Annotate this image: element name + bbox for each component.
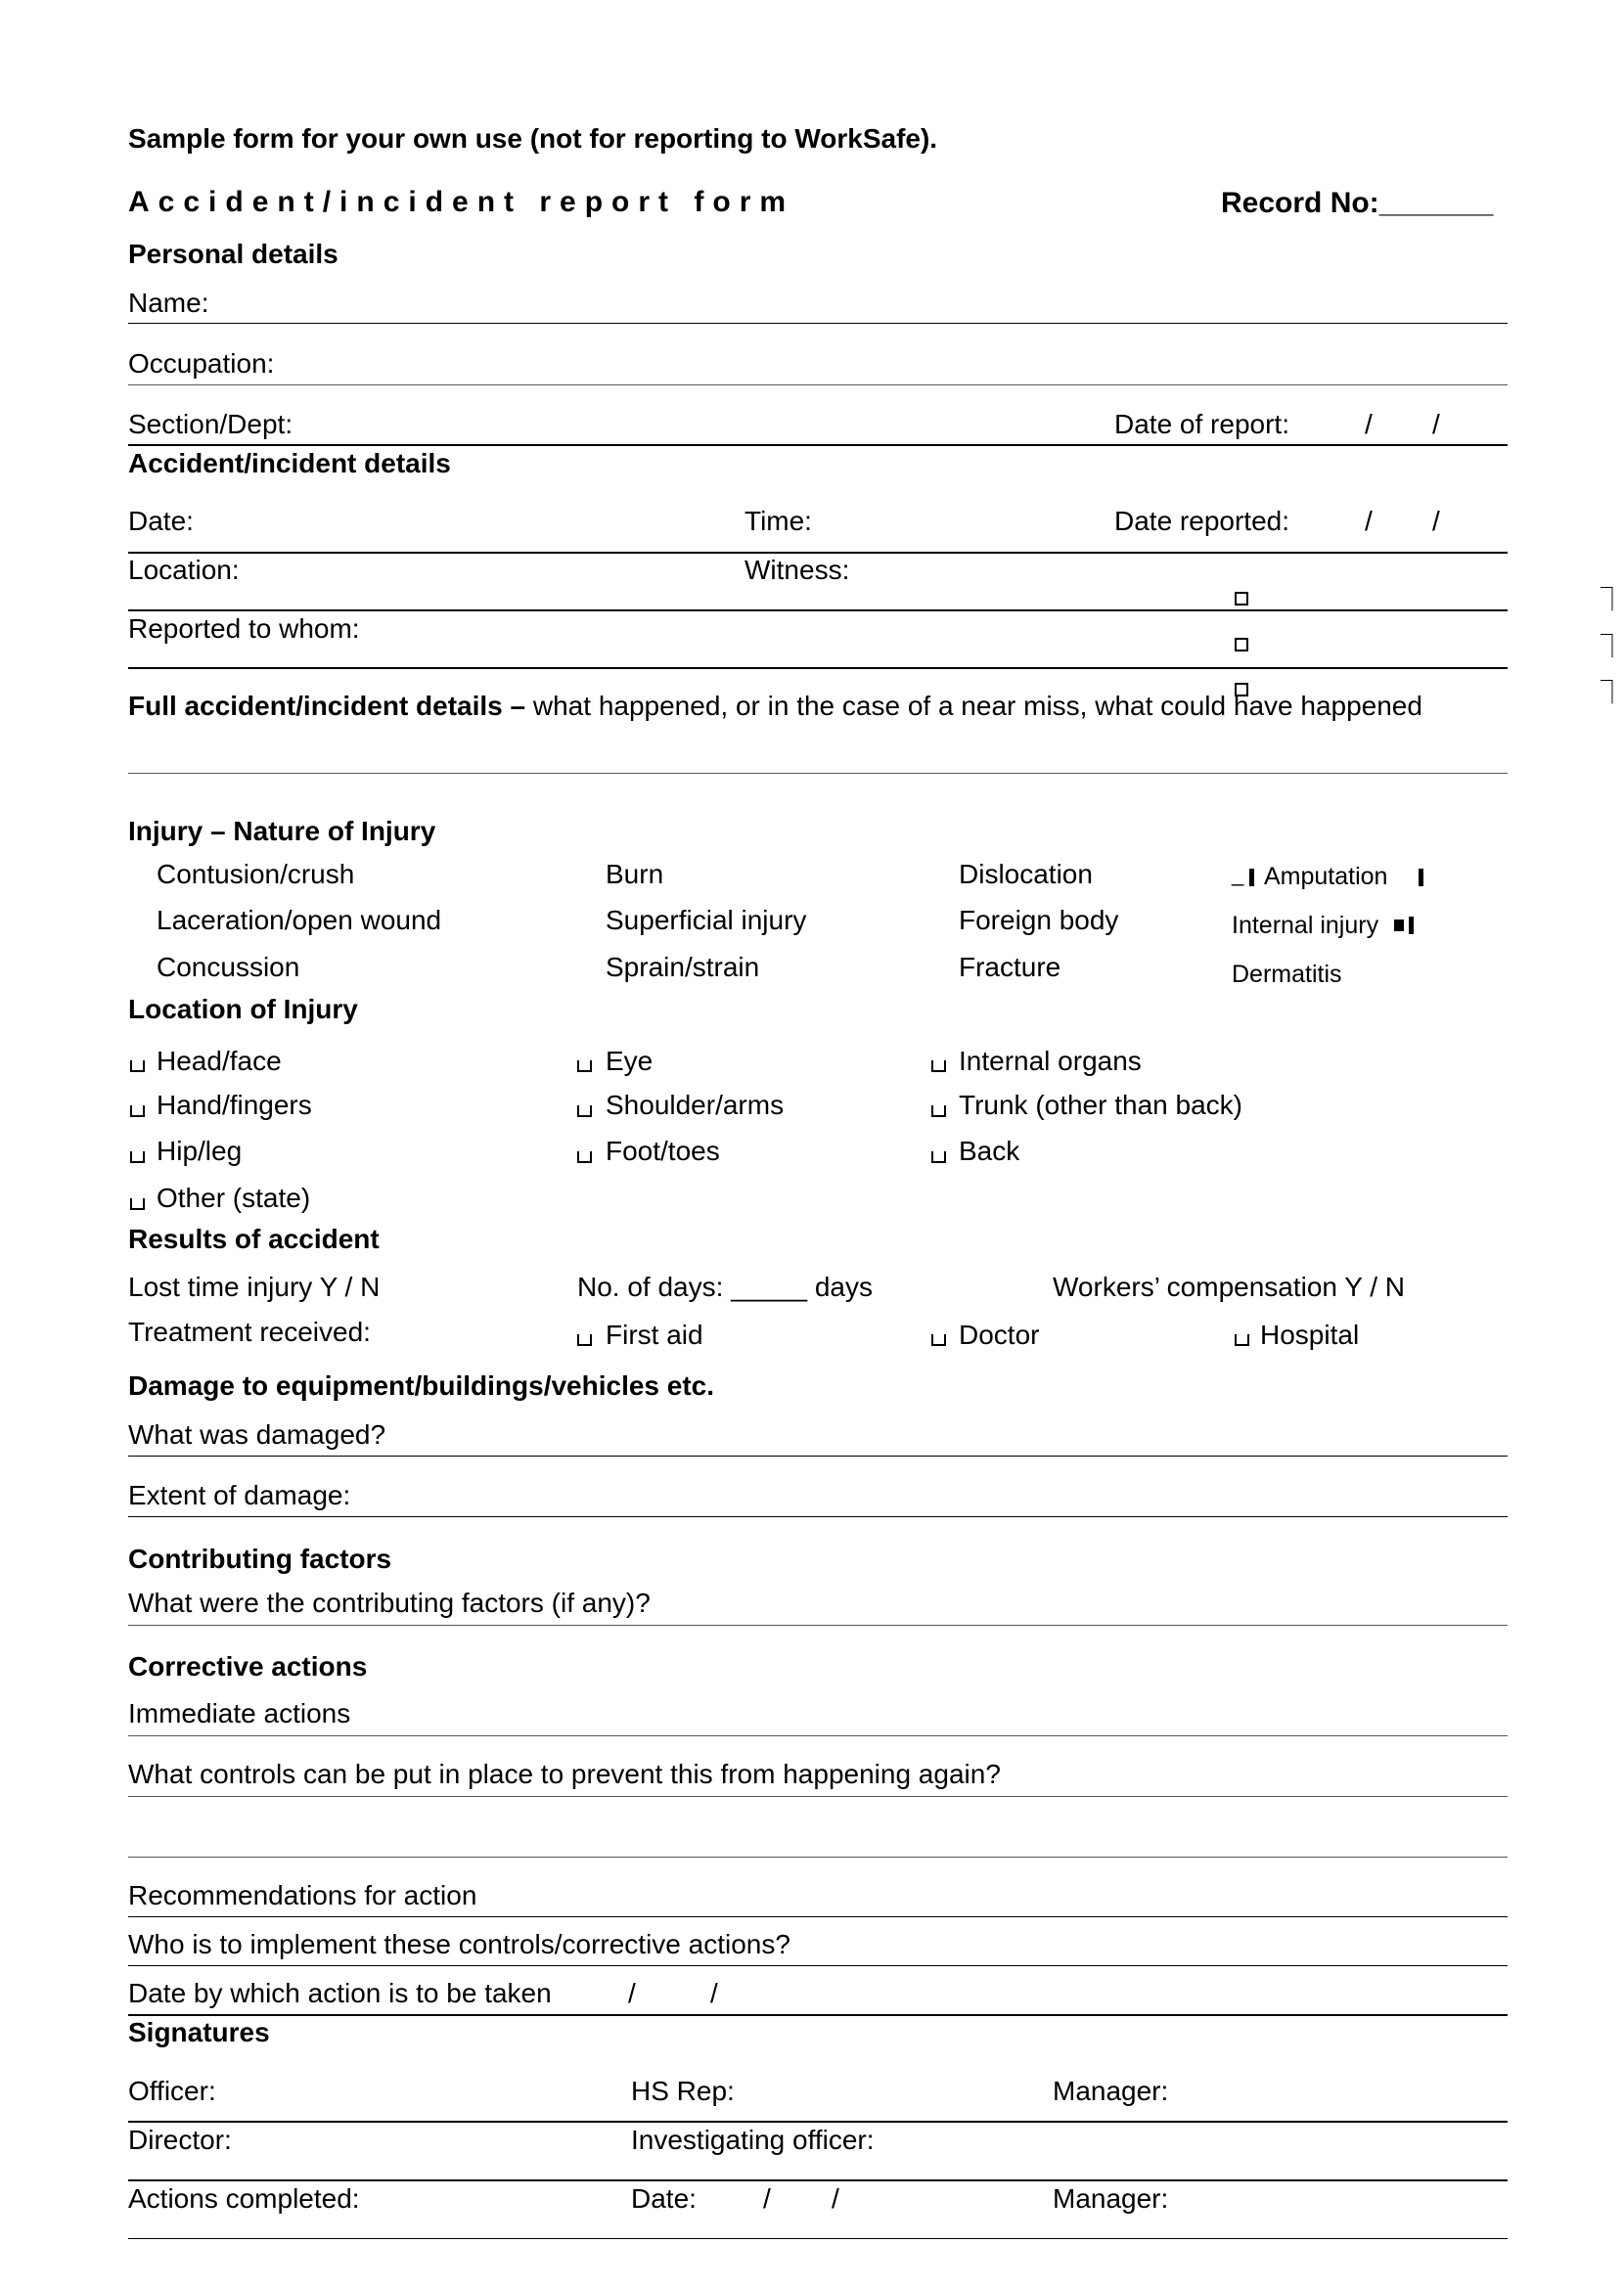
- date-slash: /: [628, 1978, 636, 2008]
- checkbox-fragment: ⏋: [1601, 587, 1624, 613]
- what-damaged-field[interactable]: [128, 1456, 1508, 1457]
- recommendations-field[interactable]: [128, 1916, 1508, 1917]
- who-implements-field[interactable]: [128, 1965, 1508, 1966]
- occupation-label: Occupation:: [128, 348, 275, 379]
- date-reported-label: Date reported:: [1114, 506, 1289, 536]
- lost-time-injury[interactable]: Lost time injury Y / N: [128, 1272, 381, 1302]
- workers-compensation[interactable]: Workers’ compensation Y / N: [1053, 1272, 1406, 1302]
- no-of-days-label: No. of days:: [577, 1272, 732, 1302]
- injury-sprain[interactable]: Sprain/strain: [606, 952, 760, 982]
- full-details-label: [128, 693, 1422, 720]
- date-slash: /: [1432, 506, 1440, 536]
- location-shoulder-arms: Shoulder/arms: [606, 1090, 785, 1120]
- injury-amputation[interactable]: Amputation: [1264, 863, 1388, 890]
- location-other: Other (state): [157, 1183, 311, 1213]
- date-slash: /: [832, 2183, 839, 2214]
- no-of-days-blank: _____: [731, 1272, 808, 1302]
- checkbox[interactable]: [1235, 638, 1248, 651]
- witness-label: Witness:: [744, 555, 850, 585]
- injury-location-heading: Location of Injury: [128, 994, 358, 1024]
- name-field[interactable]: [128, 323, 1508, 324]
- investigating-officer-label: Investigating officer:: [631, 2125, 875, 2155]
- officer-signature-field[interactable]: [128, 2121, 1508, 2123]
- checkbox-trunk[interactable]: [931, 1105, 946, 1117]
- injury-superficial[interactable]: Superficial injury: [606, 905, 807, 935]
- location-label: Location:: [128, 555, 240, 585]
- checkbox-hand-fingers[interactable]: [130, 1105, 145, 1117]
- full-details-heading: Full accident/incident details –: [128, 691, 526, 721]
- results-heading: Results of accident: [128, 1224, 380, 1254]
- injury-burn[interactable]: Burn: [606, 859, 664, 889]
- checkbox-fragment: ⏋: [1601, 634, 1624, 660]
- section-dept-field[interactable]: [128, 444, 1508, 446]
- controls-label: What controls can be put in place to prevent this from happening again?: [128, 1759, 1001, 1789]
- date-slash: /: [1365, 506, 1373, 536]
- incident-time-label: Time:: [744, 506, 812, 536]
- date-of-report-label: Date of report:: [1114, 409, 1289, 439]
- location-eye: Eye: [606, 1046, 654, 1076]
- recommendations-label: Recommendations for action: [128, 1880, 477, 1910]
- actions-completed-field[interactable]: [128, 2238, 1508, 2239]
- record-number[interactable]: [1221, 189, 1493, 218]
- location-hand-fingers: Hand/fingers: [157, 1090, 312, 1120]
- checkbox-other[interactable]: [130, 1198, 145, 1210]
- checkbox-hospital[interactable]: [1235, 1334, 1249, 1346]
- date-slash: /: [1432, 409, 1440, 439]
- factors-heading: Contributing factors: [128, 1544, 392, 1574]
- location-foot-toes: Foot/toes: [606, 1136, 720, 1166]
- controls-field-2[interactable]: [128, 1857, 1508, 1858]
- immediate-actions-field[interactable]: [128, 1735, 1508, 1736]
- treatment-hospital: Hospital: [1260, 1320, 1360, 1350]
- injury-contusion[interactable]: Contusion/crush: [157, 859, 355, 889]
- who-implements-label: Who is to implement these controls/corrective actions?: [128, 1929, 790, 1959]
- form-title: Accident/incident report form: [128, 186, 795, 218]
- injury-nature-heading: Injury – Nature of Injury: [128, 816, 436, 846]
- checkbox-eye[interactable]: [577, 1060, 592, 1072]
- factors-field[interactable]: [128, 1625, 1508, 1626]
- form-note: Sample form for your own use (not for reporting to WorkSafe).: [128, 123, 938, 154]
- extent-damage-field[interactable]: [128, 1516, 1508, 1517]
- location-hip-leg: Hip/leg: [157, 1136, 243, 1166]
- no-of-days-unit: days: [807, 1272, 873, 1302]
- full-details-prompt: what happened, or in the case of a near miss, what could have happened: [525, 691, 1422, 721]
- signatures-heading: Signatures: [128, 2017, 270, 2047]
- injury-concussion[interactable]: Concussion: [157, 952, 300, 982]
- manager-label: Manager:: [1053, 2076, 1169, 2106]
- section-dept-label: Section/Dept:: [128, 409, 293, 439]
- completion-date-label: Date:: [631, 2183, 697, 2214]
- date-slash: /: [710, 1978, 718, 2008]
- completion-manager-label: Manager:: [1053, 2183, 1169, 2214]
- what-damaged-label: What was damaged?: [128, 1419, 386, 1450]
- treatment-first-aid: First aid: [606, 1320, 703, 1350]
- director-label: Director:: [128, 2125, 232, 2155]
- record-number-blank: _______: [1378, 187, 1494, 219]
- injury-dermatitis[interactable]: Dermatitis: [1232, 961, 1342, 988]
- checkbox-foot-toes[interactable]: [577, 1151, 592, 1163]
- location-field[interactable]: [128, 609, 1508, 611]
- date-by-label: Date by which action is to be taken: [128, 1978, 552, 2008]
- damage-heading: Damage to equipment/buildings/vehicles etc.: [128, 1370, 715, 1401]
- checkbox-mark: [1419, 869, 1423, 886]
- reported-to-label: Reported to whom:: [128, 613, 360, 644]
- date-slash: /: [763, 2183, 771, 2214]
- checkbox-back[interactable]: [931, 1151, 946, 1163]
- no-of-days[interactable]: [577, 1274, 873, 1301]
- name-label: Name:: [128, 288, 209, 318]
- treatment-label: Treatment received:: [128, 1317, 371, 1347]
- checkbox-fragment: ⏋: [1601, 680, 1624, 706]
- controls-field[interactable]: [128, 1796, 1508, 1797]
- location-internal-organs: Internal organs: [959, 1046, 1142, 1076]
- injury-laceration[interactable]: Laceration/open wound: [157, 905, 442, 935]
- checkbox-doctor[interactable]: [931, 1334, 946, 1346]
- treatment-doctor: Doctor: [959, 1320, 1040, 1350]
- location-back: Back: [959, 1136, 1020, 1166]
- injury-internal[interactable]: Internal injury: [1232, 912, 1379, 939]
- checkbox-hip-leg[interactable]: [130, 1151, 145, 1163]
- injury-dislocation[interactable]: Dislocation: [959, 859, 1093, 889]
- checkbox-mark: [1394, 920, 1404, 931]
- checkbox-shoulder-arms[interactable]: [577, 1105, 592, 1117]
- incident-date-label: Date:: [128, 506, 194, 536]
- date-by-field[interactable]: [128, 2014, 1508, 2016]
- hs-rep-label: HS Rep:: [631, 2076, 735, 2106]
- checkbox[interactable]: _: [1232, 862, 1244, 886]
- injury-foreign-body[interactable]: Foreign body: [959, 905, 1119, 935]
- checkbox-mark: [1409, 917, 1414, 934]
- date-slash: /: [1365, 409, 1373, 439]
- checkbox[interactable]: [1235, 592, 1248, 606]
- immediate-actions-label: Immediate actions: [128, 1698, 351, 1728]
- checkbox-internal-organs[interactable]: [931, 1060, 946, 1072]
- reported-to-field[interactable]: [128, 667, 1508, 669]
- incident-details-heading: Accident/incident details: [128, 448, 451, 478]
- full-details-field[interactable]: [128, 773, 1508, 774]
- occupation-field[interactable]: [128, 384, 1508, 385]
- officer-label: Officer:: [128, 2076, 216, 2106]
- director-signature-field[interactable]: [128, 2179, 1508, 2181]
- extent-damage-label: Extent of damage:: [128, 1480, 351, 1510]
- actions-completed-label: Actions completed:: [128, 2183, 360, 2214]
- injury-fracture[interactable]: Fracture: [959, 952, 1061, 982]
- location-trunk: Trunk (other than back): [959, 1090, 1242, 1120]
- incident-date-field[interactable]: [128, 552, 1508, 554]
- record-number-label: Record No:: [1221, 187, 1379, 219]
- checkbox-head-face[interactable]: [130, 1060, 145, 1072]
- personal-details-heading: Personal details: [128, 239, 338, 269]
- checkbox-mark: [1249, 869, 1254, 886]
- checkbox-first-aid[interactable]: [577, 1334, 592, 1346]
- location-head-face: Head/face: [157, 1046, 282, 1076]
- corrective-heading: Corrective actions: [128, 1651, 368, 1682]
- factors-question: What were the contributing factors (if any)?: [128, 1588, 651, 1618]
